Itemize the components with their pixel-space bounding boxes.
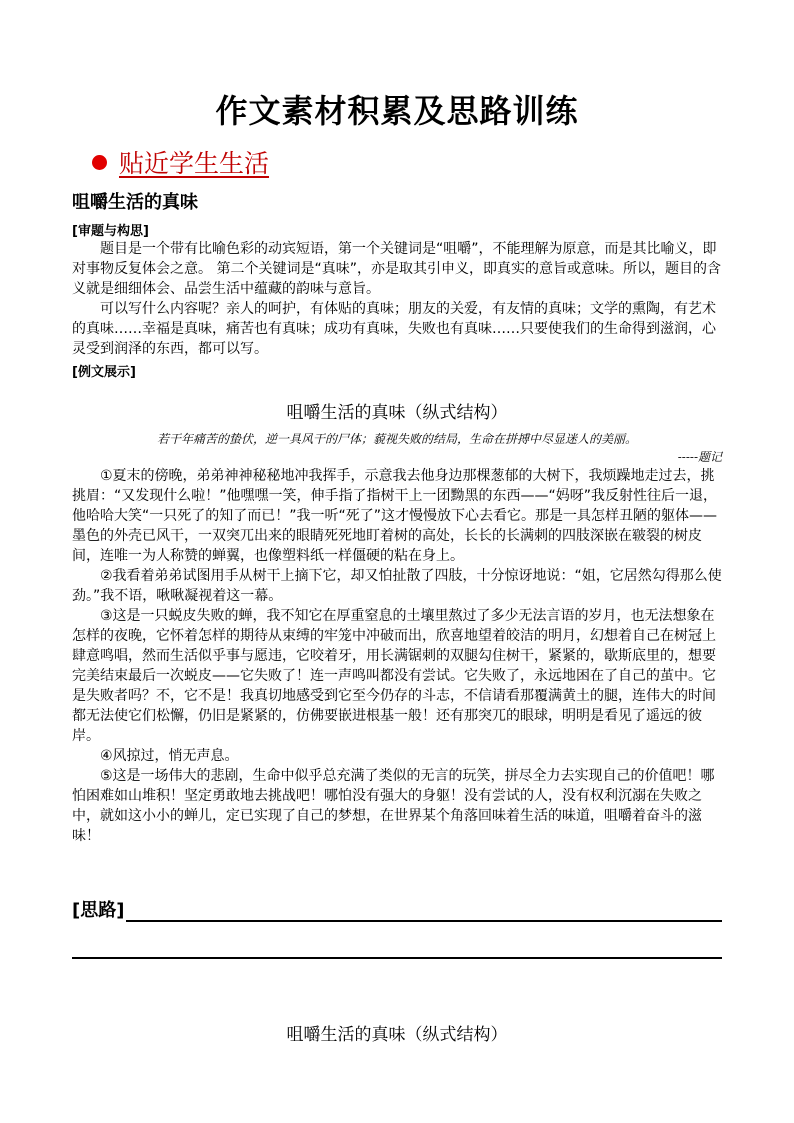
analysis-block bbox=[72, 220, 722, 380]
analysis-paragraph-1: 题目是一个带有比喻色彩的动宾短语，第一个关键词是“咀嚼”，不能理解为原意，而是其比喻义，即对事物反复体会之意。 第二个关键词是“真味”，亦是取其引申义，即真实的意旨或意味。所以，题目的含义就是细细体会、品尝生活中蕴藏的韵味与意旨。 bbox=[72, 241, 721, 297]
essay-paragraph-3: ③这是一只蜕皮失败的蝉，我不知它在厚重窒息的土壤里熬过了多少无法言语的岁月，也无法想象在怎样的夜晚，它怀着怎样的期待从束缚的牢笼中冲破而出，欣喜地望着皎洁的明月，幻想着自己在树冠上肆意鸣唱，然而生活似乎事与愿违，它咬着牙，用长满锯刺的双腿勾住树干，紧紧的，歇斯底里的，想要完美结束最后一次蜕皮——它失败了！连一声鸣叫都没有尝试。它失败了，永远地困在了自己的茧中。它是失败者吗？不，它不是！我真切地感受到它至今仍存的斗志，不信请看那覆满黄土的腿，连伟大的时间都无法使它们松懈，仍旧是紧紧的，仿佛要嵌进根基一般！还有那突兀的眼球，明明是看见了遥远的彼岸。 bbox=[72, 608, 716, 744]
section-heading-text: 贴近学生生活 bbox=[119, 149, 270, 178]
example-label: [例文展示] bbox=[72, 365, 136, 380]
essay-block bbox=[72, 430, 722, 846]
thinking-label: [思路] bbox=[72, 900, 125, 921]
epigraph-signature: -----题记 bbox=[677, 450, 722, 464]
answer-blank-line[interactable] bbox=[72, 957, 722, 959]
essay-paragraph-2: ②我看着弟弟试图用手从树干上摘下它，却又怕扯散了四肢，十分惊讶地说：“姐，它居然勾得那么使劲。”我不语，啾啾凝视着这一幕。 bbox=[72, 568, 722, 604]
topic-title: 咀嚼生活的真味 bbox=[72, 192, 198, 213]
red-bullet-icon bbox=[92, 155, 107, 170]
epigraph: 若干年痛苦的蛰伏，逆一具风干的尸体；藐视失败的结局，生命在拼搏中尽显迷人的美丽。 bbox=[156, 432, 637, 446]
essay-paragraph-1: ①夏末的傍晚，弟弟神神秘秘地冲我挥手，示意我去他身边那棵葱郁的大树下，我烦躁地走过去，挑挑眉：“又发现什么啦！”他嘿嘿一笑，伸手指了指树干上一团黝黑的东西——“妈呀”我反射性往后一退，他哈哈大笑“一只死了的知了而已！”我一听“死了”这才慢慢放下心去看它。那是一具怎样丑陋的躯体——墨色的外壳已风干，一双突兀出来的眼睛死死地盯着树的高处，长长的长满刺的四肢深嵌在皲裂的树皮间，连唯一为人称赞的蝉翼，也像塑料纸一样僵硬的粘在身上。 bbox=[72, 468, 718, 564]
essay-title: 咀嚼生活的真味（纵式结构） bbox=[286, 403, 508, 423]
thinking-row bbox=[72, 896, 722, 922]
document-title: 作文素材积累及思路训练 bbox=[215, 92, 579, 130]
analysis-paragraph-2: 可以写什么内容呢？亲人的呵护，有体贴的真味；朋友的关爱，有友情的真味；文学的熏陶，有艺术的真味……幸福是真味，痛苦也有真味；成功有真味，失败也有真味……只要使我们的生命得到滋润，心灵受到润泽的东西，都可以写。 bbox=[72, 301, 716, 357]
thinking-answer-line[interactable] bbox=[126, 902, 722, 922]
section-heading bbox=[92, 144, 269, 180]
essay-paragraph-4: ④风掠过，悄无声息。 bbox=[100, 748, 239, 764]
essay-paragraph-5: ⑤这是一场伟大的悲剧，生命中似乎总充满了类似的无言的玩笑，拼尽全力去实现自己的价值吧！哪怕困难如山堆积！坚定勇敢地去挑战吧！哪怕没有强大的身躯！没有尝试的人，没有权利沉溺在失败之中，就如这小小的蝉儿，定已实现了自己的梦想，在世界某个角落回味着生活的味道，咀嚼着奋斗的滋味！ bbox=[72, 768, 715, 844]
analysis-label: [审题与构思] bbox=[72, 224, 149, 239]
essay-title-repeat: 咀嚼生活的真味（纵式结构） bbox=[286, 1025, 508, 1045]
